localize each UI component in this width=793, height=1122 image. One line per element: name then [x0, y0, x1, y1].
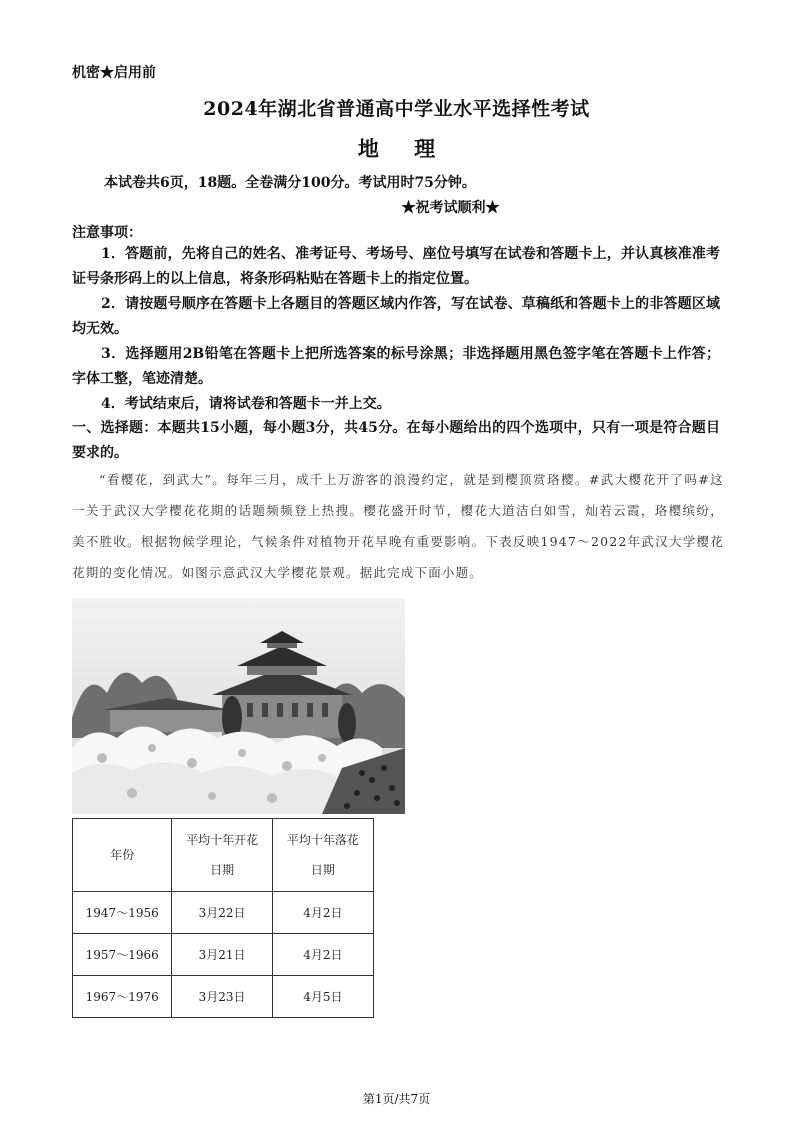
exam-wish: ★祝考试顺利★ [401, 200, 500, 216]
cell-bloom: 3月22日 [172, 892, 272, 934]
cell-year: 1947～1956 [73, 892, 172, 934]
notice-heading: 注意事项： [72, 225, 142, 241]
table-row [73, 892, 374, 934]
header-bloom-line1: 平均十年开花 [186, 833, 259, 847]
cell-bloom: 3月21日 [172, 934, 272, 976]
cell-bloom: 3月23日 [172, 976, 272, 1018]
header-fall-line1: 平均十年落花 [286, 833, 359, 847]
table-row [73, 934, 374, 976]
bloom-period-table [72, 818, 374, 1018]
subject-title: 地 理 [357, 136, 450, 161]
cell-fall: 4月5日 [272, 976, 373, 1018]
notice-item-2: 2．请按题号顺序在答题卡上各题目的答题区域内作答，写在试卷、草稿纸和答题卡上的非答题区域均无效。 [72, 296, 720, 337]
notice-item-3: 3．选择题用2B铅笔在答题卡上把所选答案的标号涂黑；非选择题用黑色签字笔在答题卡上作答；字体工整，笔迹清楚。 [72, 346, 720, 387]
table-header-row [73, 819, 374, 892]
section-heading: 一、选择题：本题共15小题，每小题3分，共45分。在每小题给出的四个选项中，只有一项是符合题目要求的。 [72, 420, 720, 461]
confidential-label: 机密★启用前 [72, 65, 156, 81]
notice-item-4: 4．考试结束后，请将试卷和答题卡一并上交。 [101, 396, 391, 412]
header-bloom-line2: 日期 [210, 863, 235, 877]
header-bloom-date [172, 819, 272, 892]
notice-item-1: 1．答题前，先将自己的姓名、准考证号、考场号、座位号填写在试卷和答题卡上，并认真核准准考证号条形码上的以上信息，将条形码粘贴在答题卡上的指定位置。 [72, 246, 720, 287]
cell-fall: 4月2日 [272, 934, 373, 976]
cell-year: 1967～1976 [73, 976, 172, 1018]
exam-title: 2024年湖北省普通高中学业水平选择性考试 [203, 98, 590, 120]
table-row [73, 976, 374, 1018]
cell-fall: 4月2日 [272, 892, 373, 934]
question-material: “看樱花，到武大”。每年三月，成千上万游客的浪漫约定，就是到樱顶赏珞樱。#武大樱花开了吗#这一关于武汉大学樱花花期的话题频频登上热搜。樱花盛开时节，樱花大道洁白如雪，灿若云霞，珞樱缤纷，美不胜收。根据物候学理论，气候条件对植物开花早晚有重要影响。下表反映1947～2022年武汉大学樱花花期的变化情况。如图示意武汉大学樱花景观。据此完成下面小题。 [72, 472, 724, 580]
page-number: 第1页/共7页 [362, 1092, 431, 1106]
header-year: 年份 [73, 819, 172, 892]
header-fall-line2: 日期 [310, 863, 335, 877]
cell-year: 1957～1966 [73, 934, 172, 976]
header-fall-date [272, 819, 373, 892]
cherry-blossom-photo [72, 598, 405, 814]
exam-info: 本试卷共6页，18题。全卷满分100分。考试用时75分钟。 [104, 175, 476, 191]
